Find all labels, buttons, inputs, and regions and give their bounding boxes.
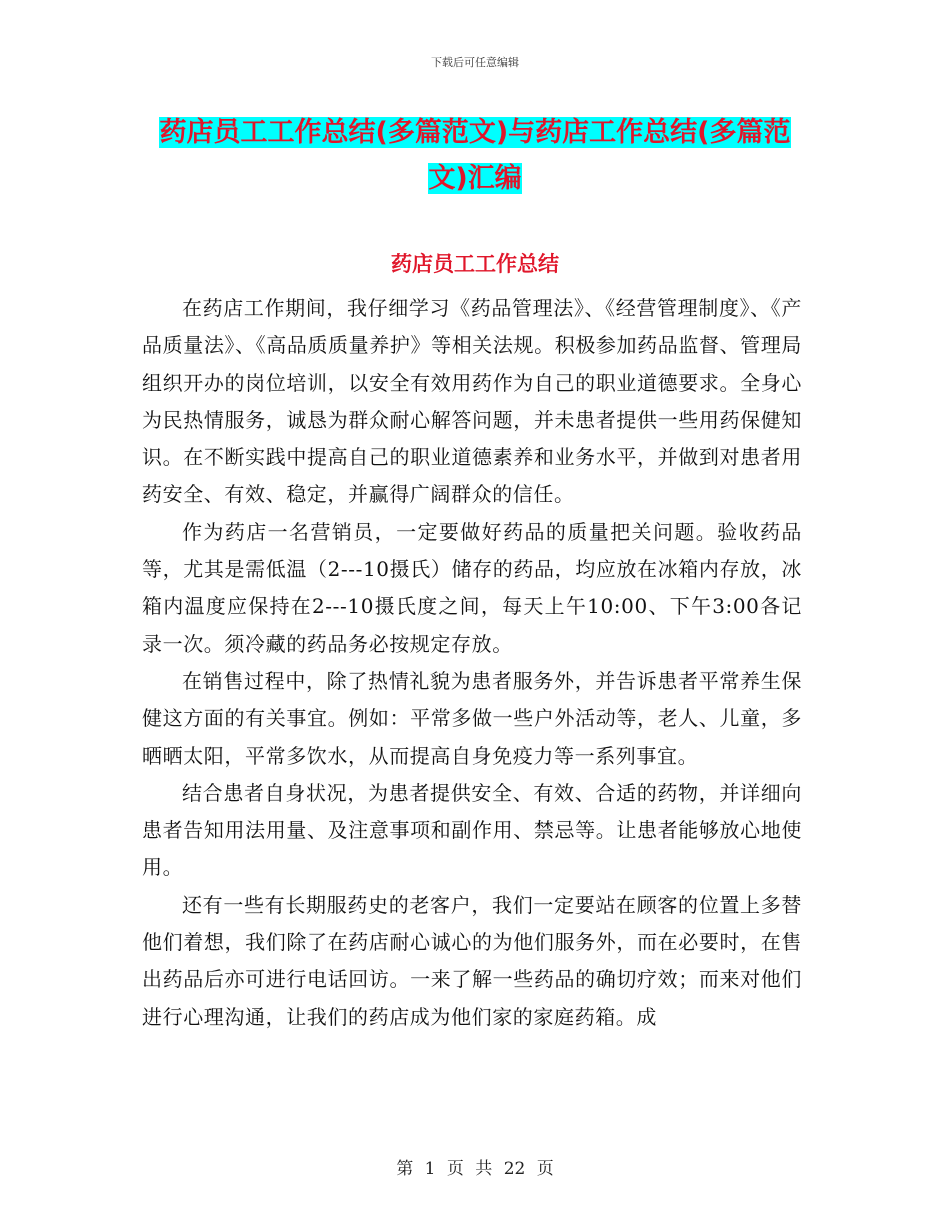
document-title-text: 药店员工工作总结(多篇范文)与药店工作总结(多篇范文)汇编 [159, 117, 791, 194]
paragraph: 结合患者自身状况，为患者提供安全、有效、合适的药物，并详细向患者告知用法用量、及注意事项和副作用、禁忌等。让患者能够放心地使用。 [142, 780, 802, 880]
paragraph: 还有一些有长期服药史的老客户，我们一定要站在顾客的位置上多替他们着想，我们除了在药店耐心诚心的为他们服务外，而在必要时，在售出药品后亦可进行电话回访。一来了解一些药品的确切疗效；而来对他们进行心理沟通，让我们的药店成为他们家的家庭药箱。成 [142, 892, 802, 1029]
paragraph: 在药店工作期间，我仔细学习《药品管理法》、《经营管理制度》、《产品质量法》、《高品质质量养护》等相关法规。积极参加药品监督、管理局组织开办的岗位培训，以安全有效用药作为自己的职业道德要求。全身心为民热情服务，诚恳为群众耐心解答问题，并未患者提供一些用药保健知识。在不断实践中提高自己的职业道德素养和业务水平，并做到对患者用药安全、有效、稳定，并赢得广阔群众的信任。 [142, 296, 802, 507]
section-title: 药店员工工作总结 [391, 252, 559, 276]
paragraph: 作为药店一名营销员，一定要做好药品的质量把关问题。验收药品等，尤其是需低温（2---10摄氏）储存的药品，均应放在冰箱内存放，冰箱内温度应保持在2---10摄氏度之间，每天上午10:00、下午3:00各记录一次。须冷藏的药品务必按规定存放。 [142, 519, 802, 656]
document-title [140, 110, 810, 202]
page-number: 第 1 页 共 22 页 [396, 1159, 554, 1179]
paragraph: 在销售过程中，除了热情礼貌为患者服务外，并告诉患者平常养生保健这方面的有关事宜。例如：平常多做一些户外活动等，老人、儿童，多晒晒太阳，平常多饮水，从而提高自身免疫力等一系列事宜。 [142, 668, 802, 768]
document-body [142, 290, 802, 1036]
header-note: 下载后可任意编辑 [431, 56, 519, 69]
